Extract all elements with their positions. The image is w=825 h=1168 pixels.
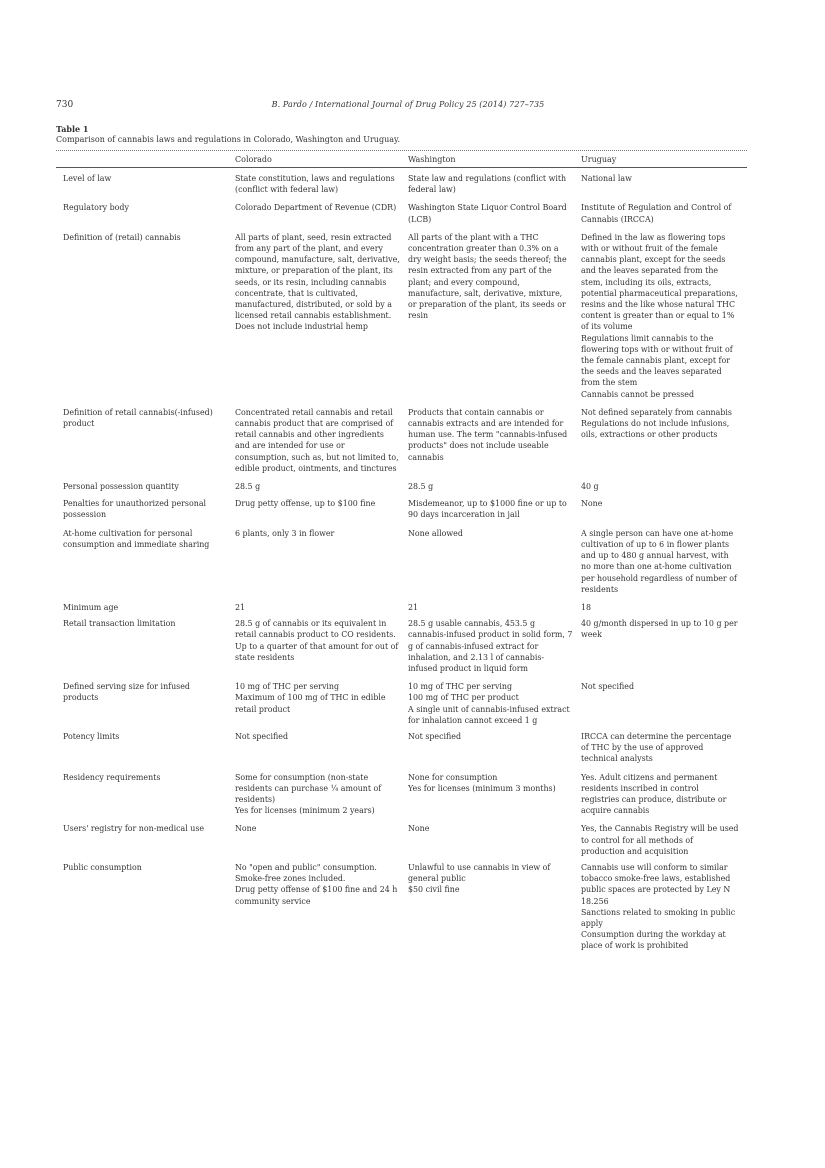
table-row: [56, 862, 747, 952]
cell-washington: 28.5 g: [408, 482, 434, 492]
table-row: [56, 481, 747, 492]
table-row: [56, 202, 747, 224]
table-caption-block: [56, 124, 400, 144]
column-header-washington: Washington: [408, 155, 456, 164]
row-label: Penalties for unauthorized personal possession: [63, 499, 207, 520]
cell-uruguay: Not defined separately from cannabis Regulations do not include infusions, oils, extractions or other products: [581, 407, 732, 440]
row-label: Definition of retail cannabis(-infused) product: [63, 407, 213, 429]
cell-uruguay: Institute of Regulation and Control of Cannabis (IRCCA): [581, 203, 732, 224]
cell-colorado: None: [235, 824, 257, 834]
cell-uruguay: 40 g: [581, 482, 599, 492]
cell-uruguay: Defined in the law as flowering tops with or without fruit of the female cannabis plant, except for the seeds and the leaves separated from the stem, including its oils, extracts, potential pharmaceutical preparations, resins and the like whose natural THC content is greater than or equal to 1% of its volume Regulations limit cannabis to the flowering tops with or without fruit of the female cannabis plant, except for the seeds and the leaves separated from the stem Cannabis cannot be pressed: [581, 232, 738, 399]
row-label: Defined serving size for infused products: [63, 682, 190, 703]
cell-colorado: 28.5 g: [235, 482, 261, 492]
table-row: [56, 823, 747, 857]
row-label: Personal possession quantity: [63, 482, 179, 492]
table-header-rule: [56, 167, 747, 168]
cell-washington: None allowed: [408, 528, 463, 538]
row-label: Retail transaction limitation: [63, 619, 176, 629]
cell-colorado: 10 mg of THC per serving Maximum of 100 mg of THC in edible retail product: [235, 682, 386, 714]
row-label: At-home cultivation for personal consumption and immediate sharing: [63, 528, 210, 549]
row-label: Users' registry for non-medical use: [63, 824, 205, 834]
cell-colorado: Not specified: [235, 731, 289, 741]
table-row: [56, 772, 747, 817]
table-caption: Comparison of cannabis laws and regulations in Colorado, Washington and Uruguay.: [56, 135, 400, 144]
cell-colorado: Colorado Department of Revenue (CDR): [235, 203, 397, 213]
cell-washington: None: [408, 824, 430, 834]
cell-uruguay: Not specified: [581, 682, 635, 692]
cell-uruguay: A single person can have one at-home cultivation of up to 6 in flower plants and up to 480 g annual harvest, with no more than one at-home cultivation per household regardless of number of residents: [581, 528, 737, 594]
cell-uruguay: National law: [581, 174, 632, 183]
cell-uruguay: 40 g/month dispersed in up to 10 g per week: [581, 619, 738, 640]
cell-washington: None for consumption Yes for licenses (minimum 3 months): [408, 772, 556, 793]
cell-colorado: 21: [235, 602, 246, 612]
row-label: Public consumption: [63, 862, 142, 872]
cell-washington: Misdemeanor, up to $1000 fine or up to 90 days incarceration in jail: [408, 499, 567, 520]
column-header-colorado: Colorado: [235, 155, 272, 164]
row-label: Level of law: [63, 174, 112, 183]
cell-uruguay: Yes, the Cannabis Registry will be used to control for all methods of production and acquisition: [581, 824, 739, 856]
table-body: [56, 173, 747, 958]
table-row: [56, 681, 747, 726]
table-row: [56, 173, 747, 195]
cell-uruguay: 18: [581, 602, 592, 612]
cell-uruguay: Cannabis use will conform to similar tobacco smoke-free laws, established public spaces are protected by Ley N 18.256 Sanctions related to smoking in public apply Consumption during the workday at place of work is prohibited: [581, 862, 736, 951]
table-row: [56, 618, 747, 674]
row-label: Regulatory body: [63, 203, 129, 213]
table-top-rule: [56, 150, 747, 151]
cell-uruguay: IRCCA can determine the percentage of THC by the use of approved technical analysts: [581, 731, 732, 764]
table-row: [56, 498, 747, 520]
running-title: B. Pardo / International Journal of Drug Policy 25 (2014) 727–735: [271, 100, 545, 109]
cell-colorado: No "open and public" consumption. Smoke-free zones included. Drug petty offense of $100 fine and 24 h community service: [235, 862, 398, 906]
cell-colorado: 6 plants, only 3 in flower: [235, 528, 335, 538]
cell-washington: Products that contain cannabis or cannabis extracts and are intended for human use. The term "cannabis-infused products" does not include useable cannabis: [408, 407, 568, 462]
table-row: [56, 731, 747, 765]
cell-colorado: Concentrated retail cannabis and retail cannabis product that are comprised of retail cannabis and other ingredients and are intended for use or consumption, such as, but not limited to, edible product, ointments, and tinctures: [235, 407, 399, 473]
table-row: [56, 602, 747, 613]
cell-colorado: Some for consumption (non-state residents can purchase ¼ amount of residents) Yes for licenses (minimum 2 years): [235, 772, 382, 816]
cell-washington: State law and regulations (conflict with federal law): [408, 174, 567, 195]
cell-uruguay: None: [581, 499, 603, 509]
table-row: [56, 528, 747, 595]
table-row: [56, 407, 747, 474]
column-header-uruguay: Uruguay: [581, 155, 617, 164]
cell-uruguay: Yes. Adult citizens and permanent residents inscribed in control registries can produce, distribute or acquire cannabis: [581, 772, 727, 816]
table-row: [56, 232, 747, 400]
cell-washington: All parts of the plant with a THC concentration greater than 0.3% on a dry weight basis; the seeds thereof; the resin extracted from any part of the plant; and every compound, manufacture, salt, derivative, mixture, or preparation of the plant, its seeds or resin: [408, 232, 567, 321]
row-label: Potency limits: [63, 731, 120, 741]
row-label: Residency requirements: [63, 772, 161, 782]
cell-washington: Unlawful to use cannabis in view of general public $50 civil fine: [408, 862, 551, 895]
cell-washington: 21: [408, 602, 419, 612]
cell-colorado: All parts of plant, seed, resin extracted from any part of the plant, and every compound, manufacture, salt, derivative, mixture, or preparation of the plant, its seeds, or its resin, including cannabis concentrate, that is cultivated, manufactured, distributed, or sold by a licensed retail cannabis establishment. Does not include industrial hemp: [235, 232, 400, 332]
row-label: Minimum age: [63, 602, 119, 612]
cell-colorado: State constitution, laws and regulations (conflict with federal law): [235, 174, 395, 195]
row-label: Definition of (retail) cannabis: [63, 232, 181, 242]
running-header: [56, 100, 760, 114]
cell-washington: 28.5 g usable cannabis, 453.5 g cannabis-infused product in solid form, 7 g of cannabis-infused extract for inhalation, and 2.13 l of cannabis-infused product in liquid form: [408, 619, 573, 673]
page-number: 730: [56, 100, 74, 110]
cell-washington: 10 mg of THC per serving 100 mg of THC per product A single unit of cannabis-infused extract for inhalation cannot exceed 1 g: [408, 682, 570, 725]
cell-colorado: Drug petty offense, up to $100 fine: [235, 499, 376, 509]
cell-colorado: 28.5 g of cannabis or its equivalent in retail cannabis product to CO residents. Up to a quarter of that amount for out of state residents: [235, 619, 399, 662]
table-label: Table 1: [56, 124, 89, 134]
cell-washington: Washington State Liquor Control Board (LCB): [408, 203, 567, 224]
cell-washington: Not specified: [408, 731, 462, 741]
